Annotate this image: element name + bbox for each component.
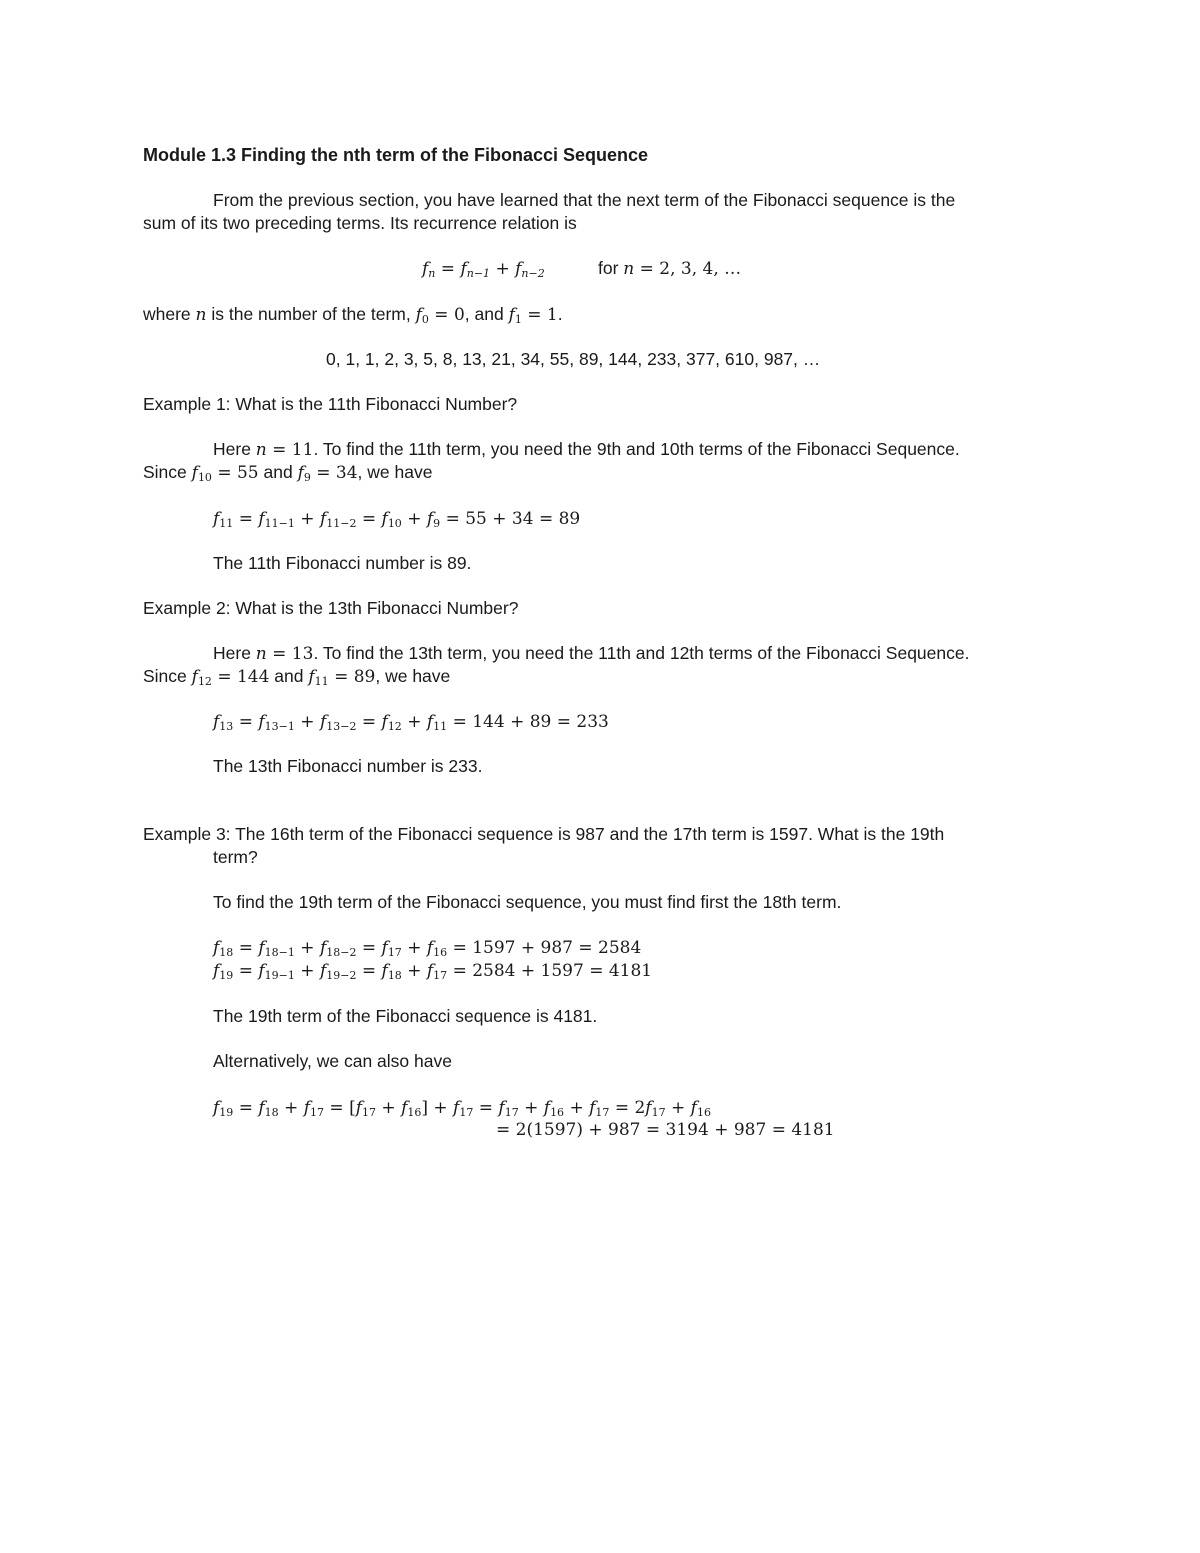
where-line: where n is the number of the term, $f_0 = 0$, and $f_1 = 1$. — [143, 304, 563, 326]
example-3-alternative-intro: Alternatively, we can also have — [213, 1051, 452, 1071]
example-2-equation: $f_{13} = f_{13-1} + f_{13-2} = f_{12} + f_{11} = 144 + 89 = 233$ — [213, 712, 609, 733]
example-3-alternative-equation-1: $f_{19} = f_{18} + f_{17} = [f_{17} + f_{16}] + f_{17} = f_{17} + f_{16} + f_{17} = 2f_{17} + f_{16}$ — [213, 1098, 711, 1119]
example-3-equation-2: $f_{19} = f_{19-1} + f_{19-2} = f_{18} + f_{17} = 2584 + 1597 = 4181$ — [213, 961, 653, 982]
recurrence-formula: $f_n = f_{n-1} + f_{n-2}$ — [422, 259, 545, 280]
example-2-here: Here n = 13. To find the 13th term, you need the 11th and 12th terms of the Fibonacci Sequence. — [213, 643, 970, 664]
example-2-since: Since $f_{12} = 144$ and $f_{11} = 89$, we have — [143, 666, 451, 688]
example-1-here: Here n = 11. To find the 11th term, you need the 9th and 10th terms of the Fibonacci Sequence. — [213, 439, 960, 460]
example-1-since: Since $f_{10} = 55$ and $f_9 = 34$, we have — [143, 462, 433, 484]
example-3-equation-1: $f_{18} = f_{18-1} + f_{18-2} = f_{17} + f_{16} = 1597 + 987 = 2584$ — [213, 938, 642, 959]
intro-line-1: From the previous section, you have learned that the next term of the Fibonacci sequence is the — [213, 190, 956, 210]
example-3-instruction: To find the 19th term of the Fibonacci sequence, you must find first the 18th term. — [213, 892, 842, 912]
example-1-answer: The 11th Fibonacci number is 89. — [213, 553, 472, 573]
example-2-question: Example 2: What is the 13th Fibonacci Number? — [143, 598, 519, 618]
example-3-alternative-equation-2: = 2(1597) + 987 = 3194 + 987 = 4181 — [496, 1120, 835, 1140]
example-1-question: Example 1: What is the 11th Fibonacci Number? — [143, 394, 518, 414]
page-title: Module 1.3 Finding the nth term of the Fibonacci Sequence — [143, 145, 649, 165]
example-3-answer: The 19th term of the Fibonacci sequence is 4181. — [213, 1006, 598, 1026]
intro-line-2: sum of its two preceding terms. Its recurrence relation is — [143, 213, 577, 233]
example-2-answer: The 13th Fibonacci number is 233. — [213, 756, 483, 776]
fibonacci-sequence: 0, 1, 1, 2, 3, 5, 8, 13, 21, 34, 55, 89, 144, 233, 377, 610, 987, … — [326, 349, 821, 369]
example-1-equation: $f_{11} = f_{11-1} + f_{11-2} = f_{10} + f_9 = 55 + 34 = 89$ — [213, 509, 581, 530]
example-3-question-line-2: term? — [213, 847, 258, 867]
recurrence-condition: for n = 2, 3, 4, … — [598, 258, 742, 279]
example-3-question-line-1: Example 3: The 16th term of the Fibonacci sequence is 987 and the 17th term is 1597. What is the 19th — [143, 824, 945, 844]
